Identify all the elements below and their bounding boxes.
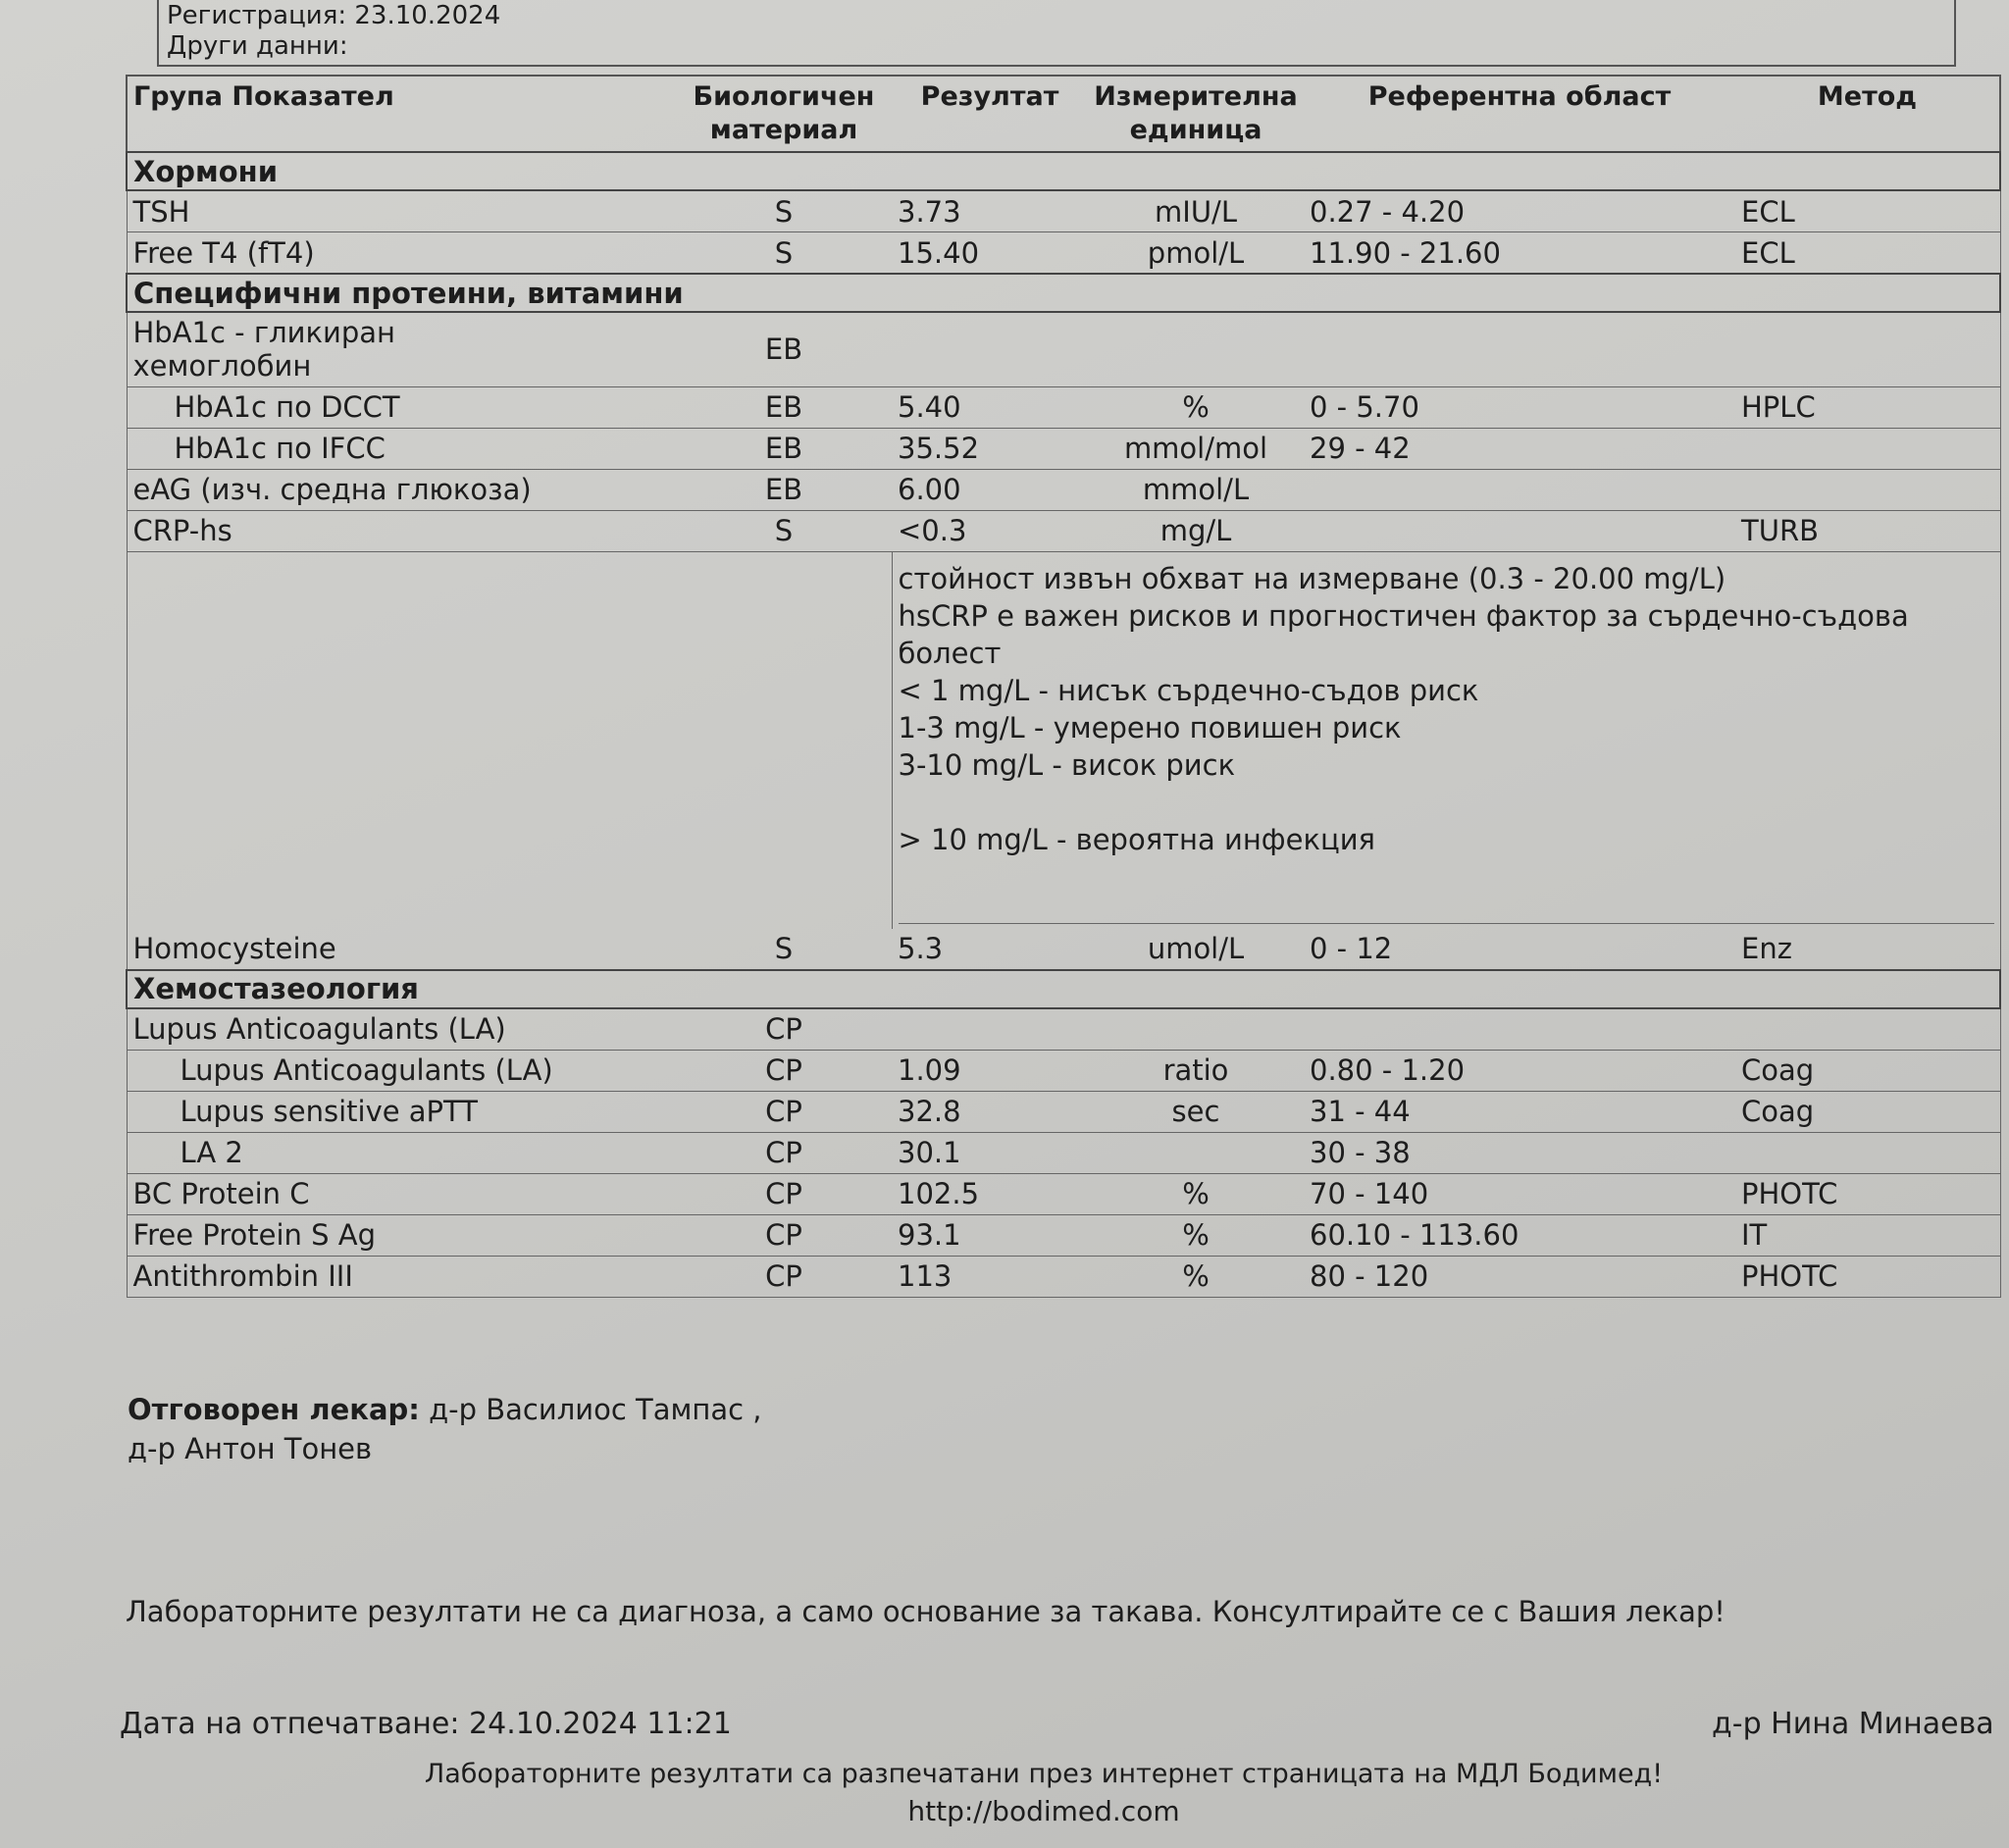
method: HPLC xyxy=(1735,386,2000,428)
material: S xyxy=(676,190,892,232)
material: EB xyxy=(676,312,892,386)
method: ECL xyxy=(1735,190,2000,232)
test-name: TSH xyxy=(127,190,676,232)
table-row xyxy=(127,1091,2000,1132)
table-row xyxy=(127,1256,2000,1297)
reference: 11.90 - 21.60 xyxy=(1304,232,1735,275)
unit: ratio xyxy=(1088,1050,1304,1091)
header-material: Биологичен материал xyxy=(693,81,875,145)
reference: 0.27 - 4.20 xyxy=(1304,190,1735,232)
material: CP xyxy=(676,1214,892,1256)
test-name: Lupus Anticoagulants (LA) xyxy=(127,1050,676,1091)
result: 5.3 xyxy=(892,929,1088,970)
method: Coag xyxy=(1735,1091,2000,1132)
table-row xyxy=(127,1050,2000,1091)
header-unit: Измерителна единица xyxy=(1094,81,1298,145)
result: 35.52 xyxy=(892,428,1088,469)
table-row xyxy=(127,312,2000,386)
group-hormones: Хормони xyxy=(127,152,2000,190)
method: PHOTC xyxy=(1735,1256,2000,1297)
table-row xyxy=(127,190,2000,232)
result: 113 xyxy=(892,1256,1088,1297)
unit: % xyxy=(1088,1256,1304,1297)
results-table xyxy=(126,75,2001,1298)
result: 5.40 xyxy=(892,386,1088,428)
table-row xyxy=(127,232,2000,275)
method: TURB xyxy=(1735,510,2000,551)
unit: mmol/mol xyxy=(1088,428,1304,469)
result: 102.5 xyxy=(892,1173,1088,1214)
material: EB xyxy=(676,386,892,428)
material: CP xyxy=(676,1132,892,1173)
test-name: Lupus Anticoagulants (LA) xyxy=(127,1008,676,1051)
reference: 70 - 140 xyxy=(1304,1173,1735,1214)
test-name: Antithrombin III xyxy=(127,1256,676,1297)
material: CP xyxy=(676,1050,892,1091)
reference: 0 - 12 xyxy=(1304,929,1735,970)
reference: 31 - 44 xyxy=(1304,1091,1735,1132)
test-name: Free T4 (fT4) xyxy=(127,232,676,275)
table-row xyxy=(127,1173,2000,1214)
test-name: BC Protein C xyxy=(127,1173,676,1214)
test-name: HbA1c по IFCC xyxy=(127,428,676,469)
unit: % xyxy=(1088,1173,1304,1214)
unit: umol/L xyxy=(1088,929,1304,970)
test-name: HbA1c - гликиран хемоглобин xyxy=(127,312,676,386)
unit: sec xyxy=(1088,1091,1304,1132)
material: S xyxy=(676,929,892,970)
unit: mg/L xyxy=(1088,510,1304,551)
test-name: eAG (изч. средна глюкоза) xyxy=(127,469,676,510)
table-row xyxy=(127,929,2000,970)
unit: % xyxy=(1088,1214,1304,1256)
unit: mmol/L xyxy=(1088,469,1304,510)
result: 1.09 xyxy=(892,1050,1088,1091)
material: EB xyxy=(676,469,892,510)
table-row xyxy=(127,428,2000,469)
table-row xyxy=(127,386,2000,428)
group-proteins: Специфични протеини, витамини xyxy=(127,274,2000,312)
header-reference: Референтна област xyxy=(1367,81,1672,112)
method: Enz xyxy=(1735,929,2000,970)
disclaimer: Лабораторните резултати не са диагноза, а само основание за такава. Консултирайте се с Вашия лекар! xyxy=(126,1595,1726,1628)
test-name: HbA1c по DCCT xyxy=(127,386,676,428)
result: 15.40 xyxy=(892,232,1088,275)
reference: 60.10 - 113.60 xyxy=(1304,1214,1735,1256)
table-row xyxy=(127,1008,2000,1051)
table-row xyxy=(127,469,2000,510)
material: S xyxy=(676,232,892,275)
unit: pmol/L xyxy=(1088,232,1304,275)
test-name: Free Protein S Ag xyxy=(127,1214,676,1256)
method: IT xyxy=(1735,1214,2000,1256)
crp-note-row xyxy=(127,551,2000,929)
header-method: Метод xyxy=(1817,81,1918,112)
registration-date: Регистрация: 23.10.2024 xyxy=(167,1,501,30)
reference: 0.80 - 1.20 xyxy=(1304,1050,1735,1091)
table-row xyxy=(127,1132,2000,1173)
method: PHOTC xyxy=(1735,1173,2000,1214)
material: S xyxy=(676,510,892,551)
method: ECL xyxy=(1735,232,2000,275)
test-name: CRP-hs xyxy=(127,510,676,551)
signer: д-р Нина Минаева xyxy=(1712,1707,1994,1741)
table-header xyxy=(127,76,2000,152)
patient-info-box xyxy=(157,0,1956,67)
table-row xyxy=(127,1214,2000,1256)
group-hemostasis: Хемостазеология xyxy=(127,970,2000,1008)
test-name: Homocysteine xyxy=(127,929,676,970)
material: CP xyxy=(676,1008,892,1051)
other-data-label: Други данни: xyxy=(167,31,348,61)
header-result: Резултат xyxy=(920,81,1059,112)
reference: 0 - 5.70 xyxy=(1304,386,1735,428)
result: <0.3 xyxy=(892,510,1088,551)
material: CP xyxy=(676,1091,892,1132)
result: 30.1 xyxy=(892,1132,1088,1173)
test-name: LA 2 xyxy=(127,1132,676,1173)
doctor-2: д-р Антон Тонев xyxy=(128,1432,373,1465)
material: CP xyxy=(676,1256,892,1297)
reference: 80 - 120 xyxy=(1304,1256,1735,1297)
result: 3.73 xyxy=(892,190,1088,232)
method: Coag xyxy=(1735,1050,2000,1091)
doctor-label: Отговорен лекар: xyxy=(128,1393,420,1426)
result: 93.1 xyxy=(892,1214,1088,1256)
result: 32.8 xyxy=(892,1091,1088,1132)
test-name: Lupus sensitive aPTT xyxy=(127,1091,676,1132)
reference: 30 - 38 xyxy=(1304,1132,1735,1173)
result: 6.00 xyxy=(892,469,1088,510)
website-link[interactable]: http://bodimed.com xyxy=(907,1795,1180,1827)
responsible-doctor xyxy=(128,1393,761,1426)
material: EB xyxy=(676,428,892,469)
unit: % xyxy=(1088,386,1304,428)
crp-note: стойност извън обхват на измерване (0.3 - 20.00 mg/L) hsCRP е важен рисков и прогностичен фактор за сърдечно-съдова болест < 1 mg/L - нисък сърдечно-съдов риск 1-3 mg/L - умерено повишен риск 3-10 mg/L - висок риск > 10 mg/L - вероятна инфекция xyxy=(899,552,1994,924)
print-date: Дата на отпечатване: 24.10.2024 11:21 xyxy=(120,1707,732,1741)
printed-via: Лабораторните резултати са разпечатани през интернет страницата на МДЛ Бодимед! xyxy=(424,1759,1664,1789)
doctor-1: д-р Василиос Тампас , xyxy=(419,1393,762,1426)
reference: 29 - 42 xyxy=(1304,428,1735,469)
unit: mIU/L xyxy=(1088,190,1304,232)
material: CP xyxy=(676,1173,892,1214)
table-row xyxy=(127,510,2000,551)
header-group: Група Показател xyxy=(133,81,394,112)
